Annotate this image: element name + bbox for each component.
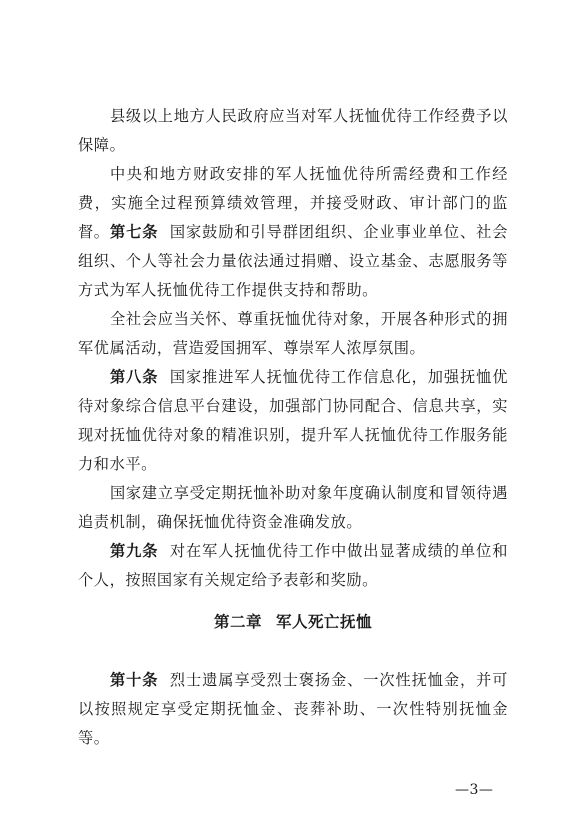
article-7 bbox=[78, 218, 508, 305]
chapter-title: 军人死亡抚恤 bbox=[276, 613, 373, 631]
paragraph-text: 县级以上地方人民政府应当对军人抚恤优待工作经费予以保障。 bbox=[78, 107, 508, 154]
paragraph-funding-guarantee bbox=[78, 102, 508, 160]
chapter-number: 第二章 bbox=[213, 613, 262, 631]
paragraph-text: 国家鼓励和引导群团组织、企业事业单位、社会组织、个人等社会力量依法通过捐赠、设立基金、志愿服务等方式为军人抚恤优待工作提供支持和帮助。 bbox=[78, 223, 508, 299]
article-9 bbox=[78, 537, 508, 595]
article-10 bbox=[78, 666, 508, 753]
page-number: —3— bbox=[455, 782, 494, 798]
chapter-heading bbox=[78, 608, 508, 636]
article-number: 第十条 bbox=[110, 671, 159, 689]
article-number: 第八条 bbox=[110, 368, 159, 386]
paragraph-text: 中央和地方财政安排的军人抚恤优待所需经费和工作经费，实施全过程预算绩效管理，并接受财政、审计部门的监督。 bbox=[78, 165, 508, 241]
paragraph-text: 国家建立享受定期抚恤补助对象年度确认制度和冒领待遇追责机制，确保抚恤优待资金准确发放。 bbox=[78, 484, 508, 531]
article-number: 第七条 bbox=[110, 223, 159, 241]
paragraph-annual-confirmation bbox=[78, 479, 508, 537]
paragraph-text: 对在军人抚恤优待工作中做出显著成绩的单位和个人，按照国家有关规定给予表彰和奖励。 bbox=[78, 542, 508, 589]
paragraph-social-respect bbox=[78, 305, 508, 363]
paragraph-text: 国家推进军人抚恤优待工作信息化，加强抚恤优待对象综合信息平台建设，加强部门协同配合、信息共享，实现对抚恤优待对象的精准识别，提升军人抚恤优待工作服务能力和水平。 bbox=[78, 368, 508, 473]
paragraph-text: 全社会应当关怀、尊重抚恤优待对象，开展各种形式的拥军优属活动，营造爱国拥军、尊崇军人浓厚氛围。 bbox=[78, 310, 508, 357]
article-number: 第九条 bbox=[110, 542, 159, 560]
paragraph-text: 烈士遗属享受烈士褒扬金、一次性抚恤金，并可以按照规定享受定期抚恤金、丧葬补助、一次性特别抚恤金等。 bbox=[78, 671, 508, 747]
article-8 bbox=[78, 363, 508, 479]
